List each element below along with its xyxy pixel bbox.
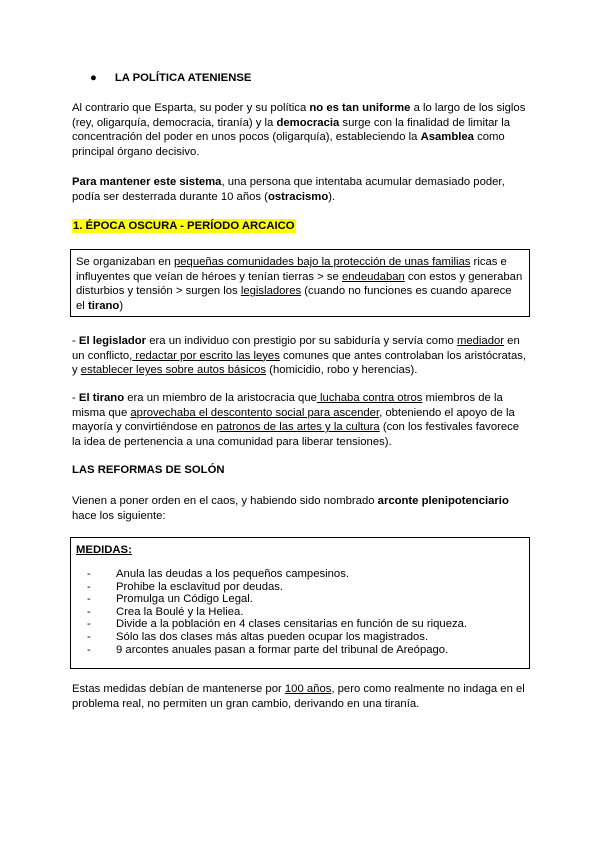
list-item-text: Anula las deudas a los pequeños campesinos. [116,568,349,580]
list-item [87,631,467,644]
measures-list [87,568,467,656]
list-item-text: 9 arcontes anuales pasan a formar parte del tribunal de Areópago. [116,643,449,656]
legislator-paragraph: - El legislador era un individuo con prestigio por su sabiduría y servía como mediador en un conflicto, redactar por escrito las leyes comunes que antes controlaban los aristócratas, y establecer leyes sobre autos básicos (homicidio, robo y herencias). [72,335,527,377]
section-title [90,72,251,84]
list-item [87,644,467,657]
list-item [87,606,467,619]
section-heading-highlighted: 1. ÉPOCA OSCURA - PERÍODO ARCAICO [73,220,295,232]
closing-paragraph: Estas medidas debían de mantenerse por 100 años, pero como realmente no indaga en el problema real, no permiten un gran cambio, derivando en una tiranía. [72,683,525,710]
intro-paragraph: Al contrario que Esparta, su poder y su política no es tan uniforme a lo largo de los siglos (rey, oligarquía, democracia, tiranía) y la democracia surge con la finalidad de limitar la concentración del poder en unos pocos (oligarquía), estableciendo la Asamblea como principal órgano decisivo. [72,102,526,158]
list-item [87,568,467,581]
dash-marker: - [87,593,91,606]
list-item-text: Divide a la población en 4 clases censitarias en función de su riqueza. [116,618,468,631]
list-item-text: Prohibe la esclavitud por deudas. [116,580,284,593]
list-item [87,581,467,594]
list-item-text: Crea la Boulé y la Heliea. [116,605,244,618]
summary-box-text: Se organizaban en pequeñas comunidades bajo la protección de unas familias ricas e influyentes que veían de héroes y tenían tierras > se endeudaban con estos y generaban disturbios y tensión > surgen los legisladores (cuando no funciones es cuando aparece el tirano) [76,256,523,312]
bullet-icon: ● [90,72,97,84]
summary-box [70,249,530,317]
dash-marker: - [87,630,91,643]
dash-marker: - [87,605,91,618]
dash-marker: - [87,580,91,593]
dash-marker: - [87,618,91,631]
list-item-text: Promulga un Código Legal. [116,593,253,606]
dash-marker: - [87,568,91,580]
solon-heading: LAS REFORMAS DE SOLÓN [72,464,225,476]
list-item [87,593,467,606]
list-item [87,618,467,631]
measures-box [70,537,530,669]
ostracism-paragraph: Para mantener este sistema, una persona que intentaba acumular demasiado poder, podía ser desterrada durante 10 años (ostracismo). [72,176,505,203]
solon-intro-paragraph: Vienen a poner orden en el caos, y habiendo sido nombrado arconte plenipotenciario hace los siguiente: [72,495,509,522]
list-item-text: Sólo las dos clases más altas pueden ocupar los magistrados. [116,630,429,643]
measures-title: MEDIDAS: [76,544,132,556]
section-title-text: LA POLÍTICA ATENIENSE [114,72,252,84]
dash-marker: - [87,643,91,656]
tyrant-paragraph: - El tirano era un miembro de la aristocracia que luchaba contra otros miembros de la misma que aprovechaba el descontento social para ascender, obteniendo el apoyo de la mayoría y convirtiéndose en patronos de las artes y la cultura (con los festivales favorece la idea de pertenencia a una comunidad para liberar tensiones). [72,392,520,448]
